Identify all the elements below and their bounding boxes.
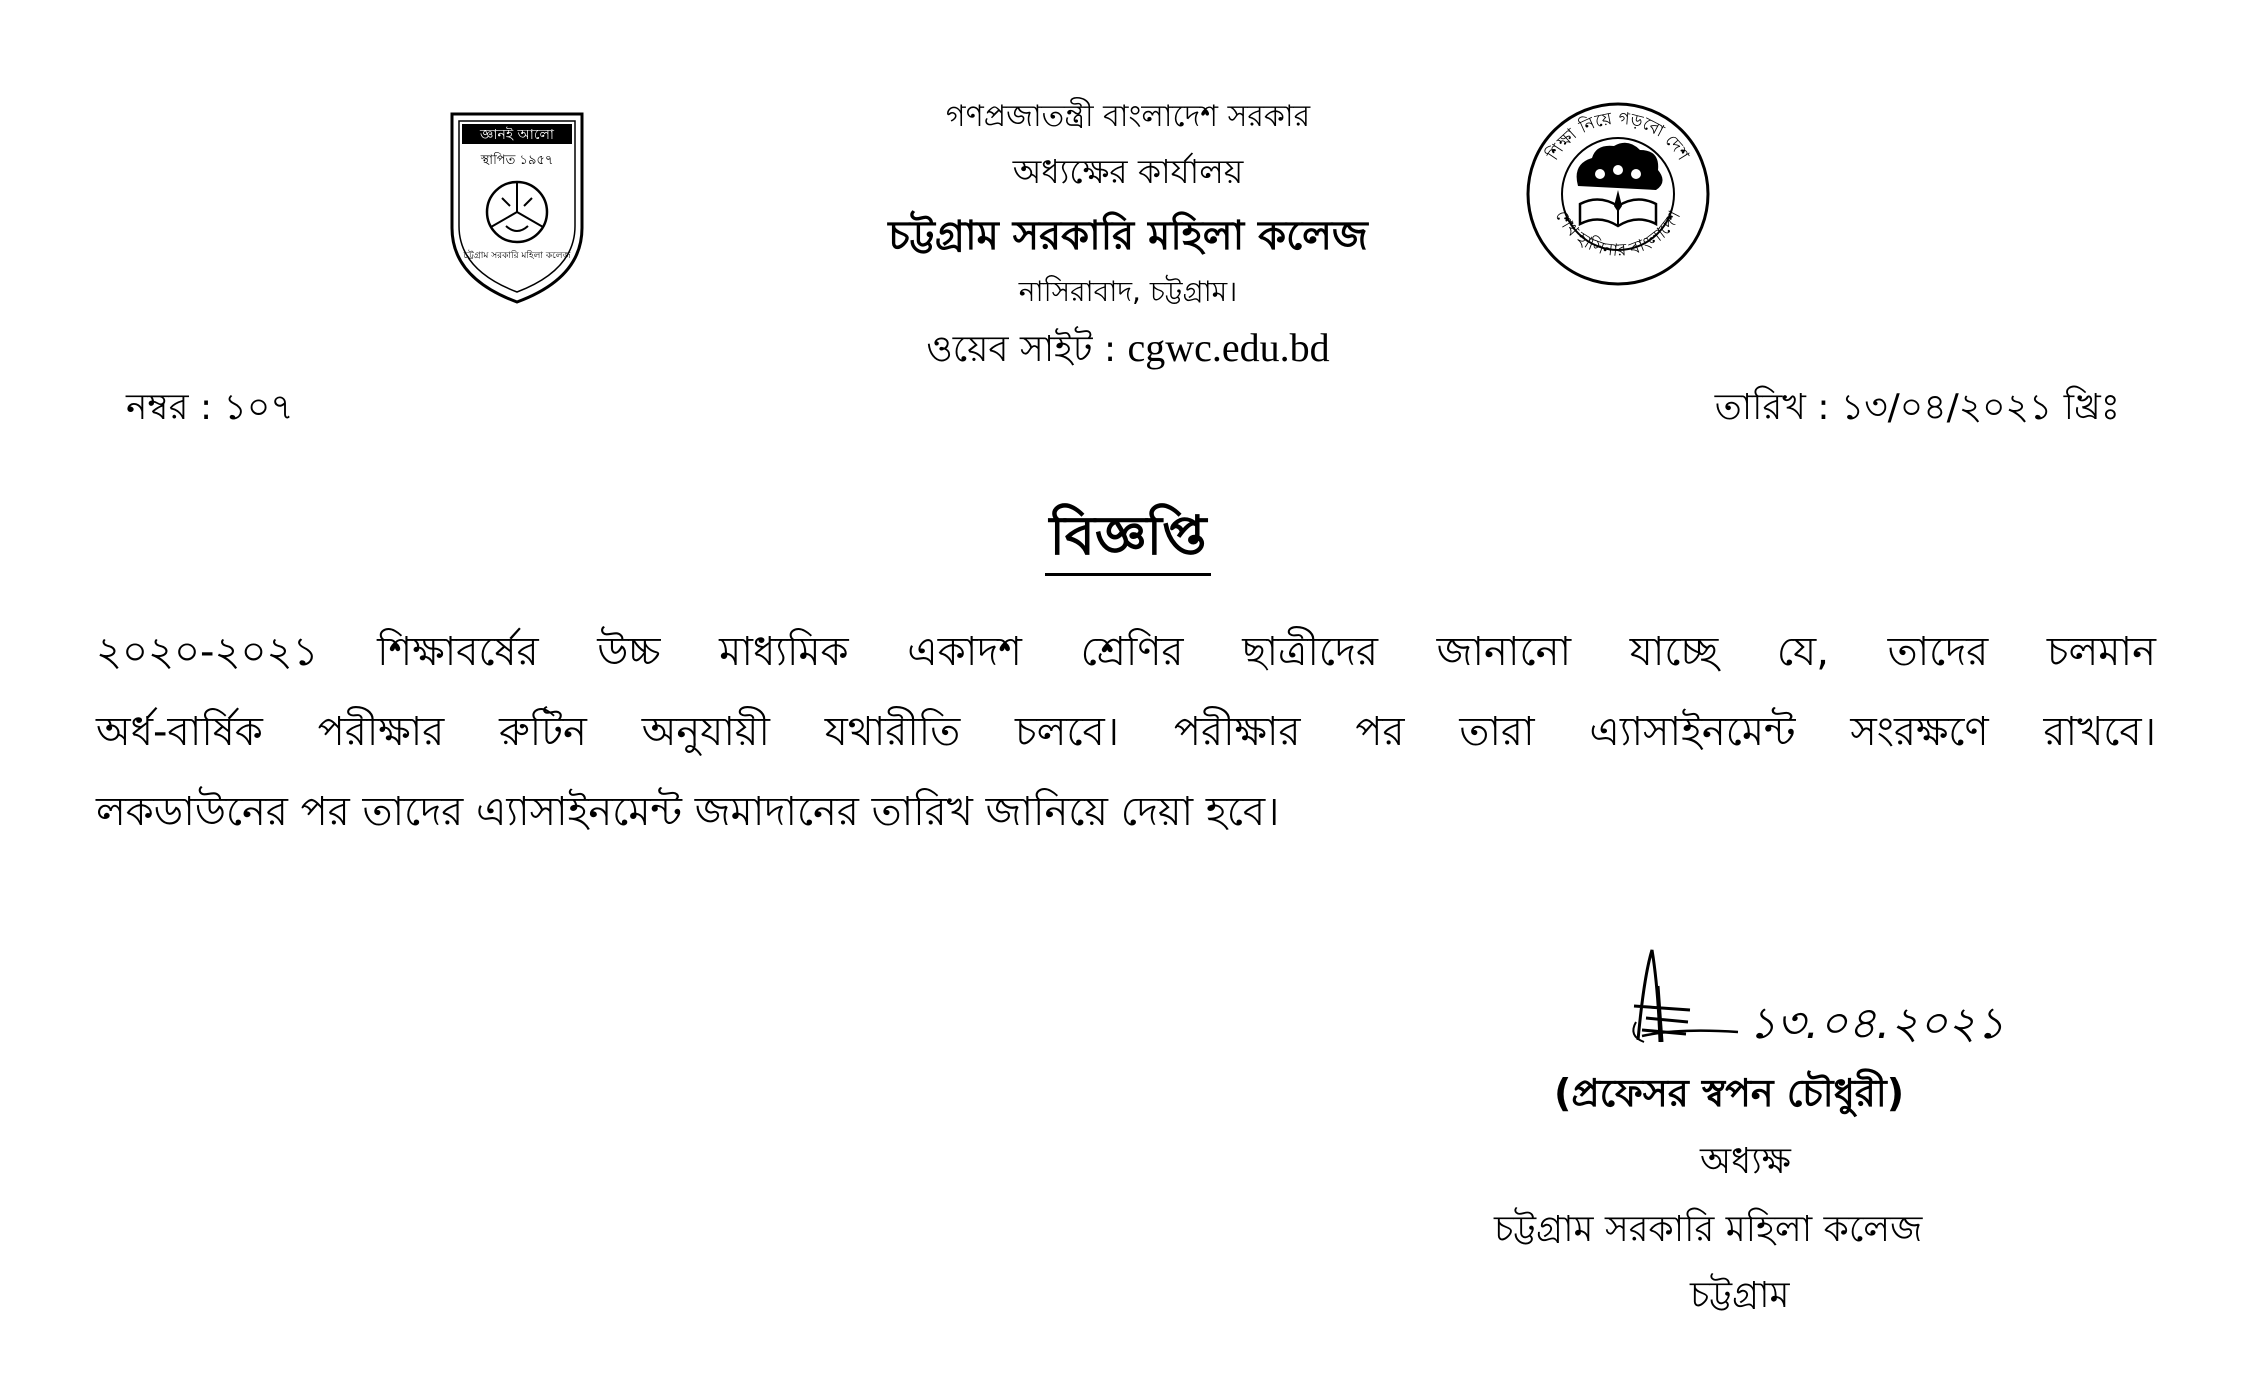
signatory-name: (প্রফেসর স্বপন চৌধুরী)	[1554, 1071, 1905, 1115]
notice-title	[0, 494, 2256, 584]
government-name: গণপ্রজাতন্ত্রী বাংলাদেশ সরকার	[945, 99, 1311, 134]
website-url: cgwc.edu.bd	[1127, 325, 1330, 370]
seal-bottom-text: শেখ হাসিনার বাংলাদেশ	[1550, 207, 1686, 262]
website-label: ওয়েব সাইট :	[926, 329, 1128, 370]
notice-title-text: বিজ্ঞপ্তি	[1045, 504, 1210, 576]
signatory-city: চট্টগ্রাম	[1690, 1275, 1790, 1316]
emblem-established-text: স্থাপিত ১৯৫৭	[480, 153, 554, 168]
website-line	[0, 322, 2256, 382]
signature-date: ১৩.০৪.২০২১	[1748, 998, 2005, 1049]
seal-top-text: শিক্ষা নিয়ে গড়বো দেশ	[1543, 108, 1693, 165]
notice-body-line: ২০২০-২০২১ শিক্ষাবর্ষের উচ্চ মাধ্যমিক একাদশ শ্রেণির ছাত্রীদের জানানো যাচ্ছে যে, তাদের চলমান	[96, 629, 2156, 675]
notice-body-line: লকডাউনের পর তাদের এ্যাসাইনমেন্ট জমাদানের তারিখ জানিয়ে দেয়া হবে।	[96, 789, 1280, 835]
signatory-designation: অধ্যক্ষ	[1700, 1141, 1791, 1182]
signatory-institution: চট্টগ্রাম সরকারি মহিলা কলেজ	[1494, 1209, 1923, 1250]
college-name: চট্টগ্রাম সরকারি মহিলা কলেজ	[888, 213, 1368, 259]
emblem-top-text: জ্ঞানই আলো	[480, 127, 554, 143]
notice-body	[96, 612, 2156, 852]
college-address: নাসিরাবাদ, চট্টগ্রাম।	[1018, 275, 1238, 308]
handwritten-signature	[1618, 946, 2118, 1076]
emblem-bottom-text: চট্টগ্রাম সরকারি মহিলা কলেজ	[463, 251, 571, 261]
memo-number: নম্বর : ১০৭	[126, 387, 294, 428]
notice-body-line: অর্ধ-বার্ষিক পরীক্ষার রুটিন অনুযায়ী যথারীতি চলবে। পরীক্ষার পর তারা এ্যাসাইনমেন্ট সংরক্ষণে রাখবে।	[96, 709, 2156, 755]
notice-date: তারিখ : ১৩/০৪/২০২১ খ্রিঃ	[1714, 387, 2120, 428]
office-name: অধ্যক্ষের কার্যালয়	[1012, 152, 1244, 191]
